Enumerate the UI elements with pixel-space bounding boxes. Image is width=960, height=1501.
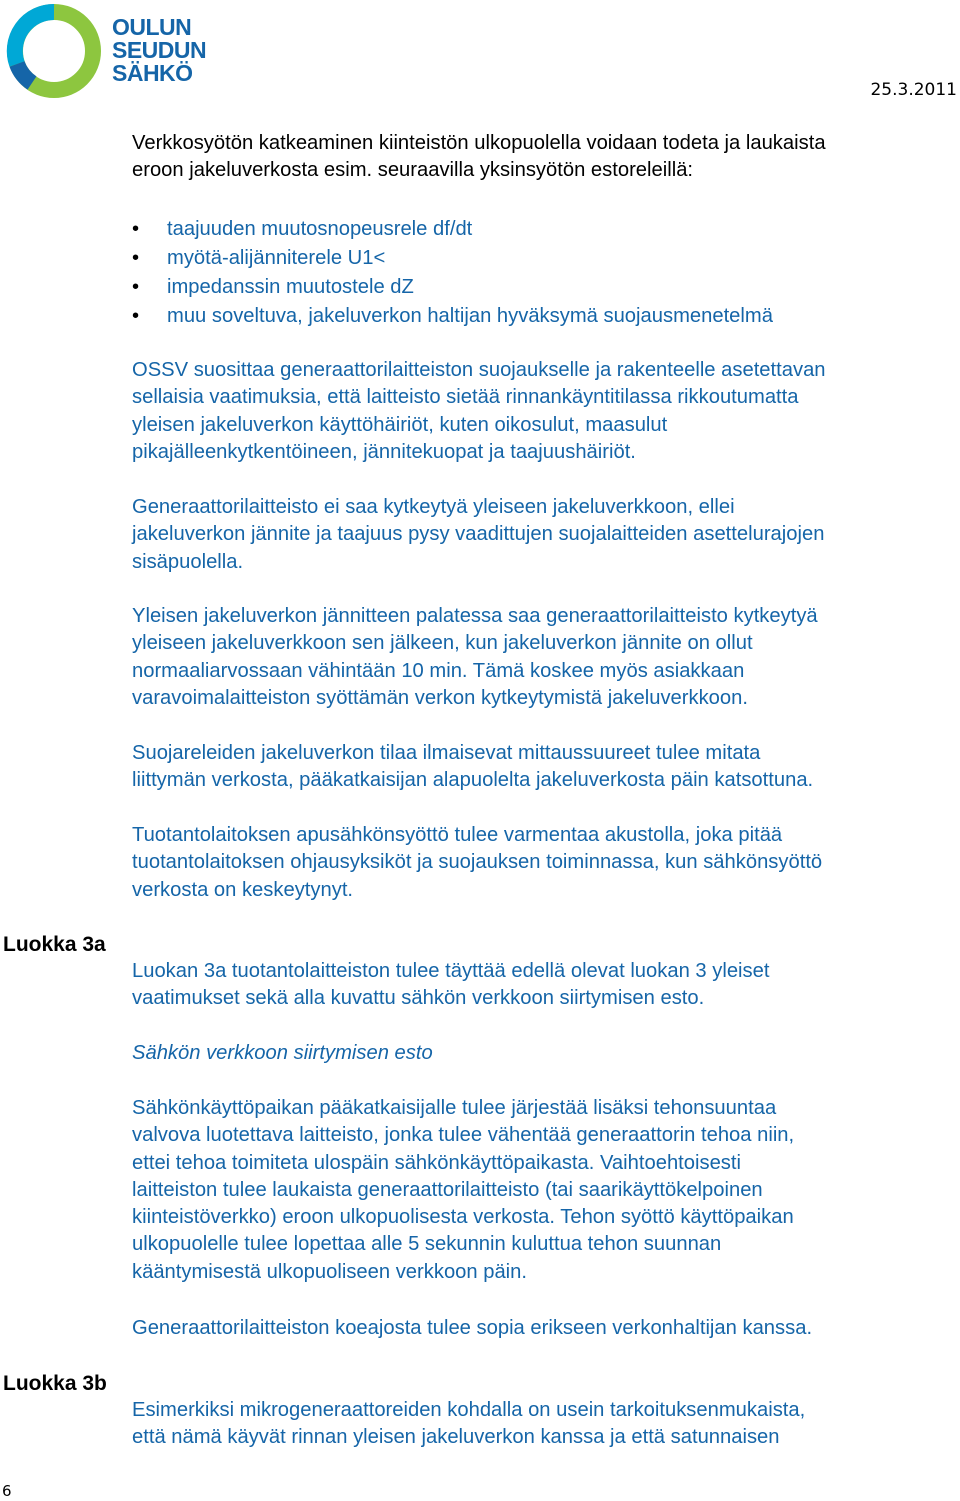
bullet-icon: • bbox=[132, 276, 140, 298]
paragraph-line: liittymän verkosta, pääkatkaisijan alapuolelta jakeluverkosta päin katsottuna. bbox=[132, 769, 814, 792]
paragraph-4 bbox=[132, 603, 818, 712]
section-label-luokka-3b: Luokka 3b bbox=[3, 1372, 107, 1395]
subheading: Sähkön verkkoon siirtymisen esto bbox=[132, 1042, 433, 1064]
logo-text-line-1: OULUN bbox=[112, 14, 192, 40]
document-date: 25.3.2011 bbox=[870, 80, 957, 100]
paragraph-line: Tuotantolaitoksen apusähkönsyöttö tulee varmentaa akustolla, joka pitää bbox=[132, 824, 783, 846]
bullet-icon: • bbox=[132, 247, 140, 269]
paragraph-7 bbox=[132, 958, 769, 1013]
list-item bbox=[132, 244, 773, 273]
list-item bbox=[132, 215, 773, 244]
paragraph-line: pikajälleenkytkentöineen, jännitekuopat ja taajuushäiriöt. bbox=[132, 440, 636, 463]
paragraph-8 bbox=[132, 1095, 794, 1286]
list-item bbox=[132, 302, 773, 331]
paragraph-line: yleisen jakeluverkon käyttöhäiriöt, kuten oikosulut, maasulut bbox=[132, 413, 668, 436]
list-item-text: impedanssin muutostele dZ bbox=[167, 276, 414, 298]
paragraph-line: kiinteistöverkko) eroon ulkopuolisesta verkosta. Tehon syöttö käyttöpaikan bbox=[132, 1206, 794, 1229]
paragraph-line: yleiseen jakeluverkkoon sen jälkeen, kun jakeluverkon jännite on ollut bbox=[132, 632, 753, 655]
paragraph-line: Esimerkiksi mikrogeneraattoreiden kohdalla on usein tarkoituksenmukaista, bbox=[132, 1399, 806, 1421]
paragraph-line: Yleisen jakeluverkon jännitteen palatessa saa generaattorilaitteisto kytkeytyä bbox=[132, 605, 818, 627]
paragraph-line: Luokan 3a tuotantolaitteiston tulee täyttää edellä olevat luokan 3 yleiset bbox=[132, 960, 770, 982]
list-item bbox=[132, 273, 773, 302]
paragraph-line: sellaisia vaatimuksia, että laitteisto sietää rinnankäyntitilassa rikkoutumatta bbox=[132, 386, 799, 409]
paragraph-line: jakeluverkon jännite ja taajuus pysy vaadittujen suojalaitteiden asettelurajojen bbox=[132, 523, 825, 546]
section-label-luokka-3a: Luokka 3a bbox=[3, 933, 106, 956]
paragraph-line: valvova luotettava laitteisto, jonka tulee vähentää generaattorin tehoa niin, bbox=[132, 1124, 795, 1147]
list-item-text: myötä-alijänniterele U1< bbox=[167, 247, 386, 269]
logo-text-line-2: SEUDUN bbox=[112, 37, 207, 63]
paragraph-line: Generaattorilaitteiston koeajosta tulee sopia erikseen verkonhaltijan kanssa. bbox=[132, 1317, 813, 1339]
bullet-icon: • bbox=[132, 305, 140, 327]
paragraph-line: vaatimukset sekä alla kuvattu sähkön verkkoon siirtymisen esto. bbox=[132, 987, 705, 1010]
logo-text-line-3: SÄHKÖ bbox=[112, 60, 193, 86]
paragraph-line: OSSV suosittaa generaattorilaitteiston suojaukselle ja rakenteelle asetettavan bbox=[132, 359, 826, 381]
paragraph-line: Generaattorilaitteisto ei saa kytkeytyä yleiseen jakeluverkkoon, ellei bbox=[132, 496, 735, 518]
paragraph-line: kääntymisestä ulkopuoliseen verkkoon päin. bbox=[132, 1260, 528, 1283]
page-number: 6 bbox=[2, 1482, 12, 1500]
paragraph-3 bbox=[132, 494, 824, 576]
paragraph-5 bbox=[132, 740, 813, 795]
paragraph-line: ettei tehoa toimiteta ulospäin sähkönkäyttöpaikasta. Vaihtoehtoisesti bbox=[132, 1151, 741, 1174]
paragraph-line: laitteiston tulee laukaista generaattorilaitteisto (tai saarikäyttökelpoinen bbox=[132, 1178, 763, 1201]
paragraph-line: varavoimalaitteiston syöttämän verkon kytkeytymistä jakeluverkkoon. bbox=[132, 686, 748, 709]
bullet-icon: • bbox=[132, 218, 140, 240]
paragraph-line: että nämä käyvät rinnan yleisen jakeluverkon kanssa ja että satunnaisen bbox=[132, 1426, 780, 1449]
paragraph-line: ulkopuolelle tulee lopettaa alle 5 sekunnin kuluttua tehon suunnan bbox=[132, 1233, 722, 1256]
paragraph-line: eroon jakeluverkosta esim. seuraavilla yksinsyötön estoreleillä: bbox=[132, 159, 694, 182]
paragraph-line: normaaliarvossaan vähintään 10 min. Tämä koskee myös asiakkaan bbox=[132, 659, 745, 682]
paragraph-line: Suojareleiden jakeluverkon tilaa ilmaisevat mittaussuureet tulee mitata bbox=[132, 742, 761, 764]
logo-ring-icon bbox=[4, 2, 108, 100]
relay-list bbox=[132, 215, 773, 331]
paragraph-line: Sähkönkäyttöpaikan pääkatkaisijalle tulee järjestää lisäksi tehonsuuntaa bbox=[132, 1097, 777, 1119]
paragraph-9 bbox=[132, 1315, 812, 1342]
list-item-text: muu soveltuva, jakeluverkon haltijan hyväksymä suojausmenetelmä bbox=[167, 305, 773, 327]
paragraph-1 bbox=[132, 130, 826, 185]
company-logo bbox=[4, 2, 214, 100]
paragraph-10 bbox=[132, 1397, 805, 1452]
paragraph-line: verkosta on keskeytynyt. bbox=[132, 878, 354, 901]
list-item-text: taajuuden muutosnopeusrele df/dt bbox=[167, 218, 473, 240]
paragraph-6 bbox=[132, 822, 822, 904]
paragraph-line: tuotantolaitoksen ohjausyksiköt ja suojauksen toiminnassa, kun sähkönsyöttö bbox=[132, 851, 823, 874]
paragraph-line: Verkkosyötön katkeaminen kiinteistön ulkopuolella voidaan todeta ja laukaista bbox=[132, 132, 826, 154]
paragraph-line: sisäpuolella. bbox=[132, 550, 244, 573]
paragraph-2 bbox=[132, 357, 826, 466]
